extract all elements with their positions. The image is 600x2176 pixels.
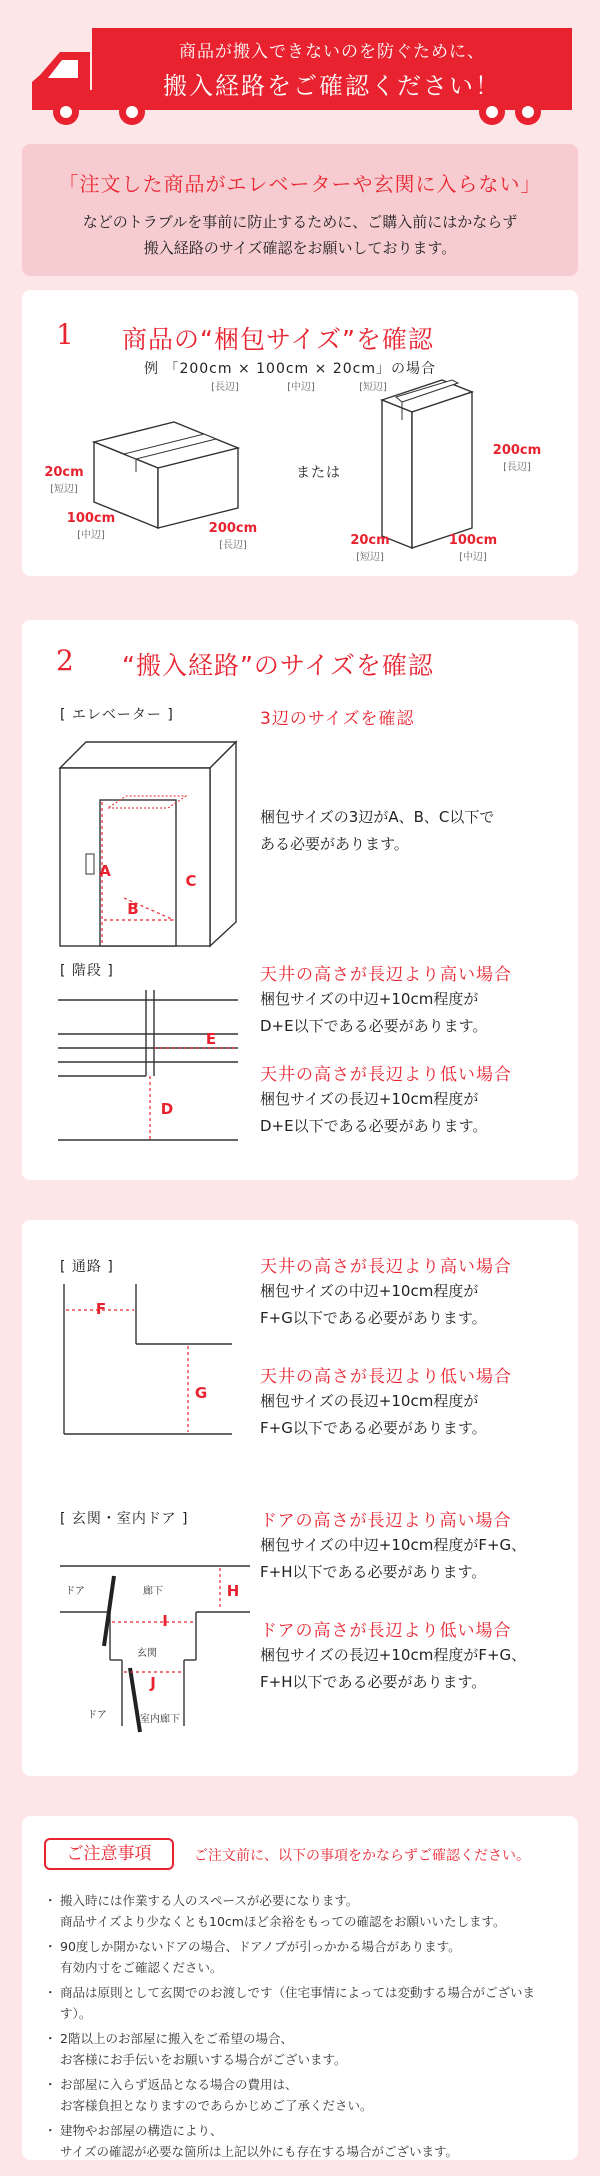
notes-intro: ご注文前に、以下の事項をかならずご確認ください。 [194,1848,530,1864]
note-item [44,1936,564,1978]
warning-box [22,144,578,276]
note-item-4-line1: ・ 2階以上のお部屋に搬入をご希望の場合、 [60,2031,293,2046]
stairs-high-text-line1: 梱包サイズの中辺+10cm程度が [260,990,479,1008]
stairs-low-title: 天井の高さが長辺より低い場合 [260,1065,512,1085]
note-item-6-line2: サイズの確認が必要な箇所は上記以外にも存在する場合がございます。 [60,2144,459,2159]
corridor-high-title: 天井の高さが長辺より高い場合 [260,1257,512,1277]
entrance-low-text [260,1642,526,1696]
tall-mid-value: 100cm [448,533,498,548]
entrance-text-door-top: ドア [65,1586,85,1597]
section1-title: 商品の“梱包サイズ”を確認 [122,325,434,354]
stairs-low-text [260,1086,487,1140]
note-item [44,1982,564,2024]
note-item-3-line1: ・ 商品は原則として玄関でのお渡しです（住宅事情によっては変動する場合がございます）。 [60,1985,536,2021]
note-item [44,2120,564,2162]
entrance-dim-j: J [150,1674,156,1692]
entrance-text-inner-hallway: 室内廊下 [140,1714,180,1725]
corridor-low-text-line2: F+G以下である必要があります。 [260,1419,487,1437]
tall-box-illustration [380,378,500,558]
flat-mid-tag: [中辺] [77,530,105,541]
notes-badge: ご注意事項 [44,1838,174,1870]
entrance-low-text-line1: 梱包サイズの長辺+10cm程度がF+G、 [260,1646,527,1664]
stairs-illustration [58,990,238,1150]
section-package-size [22,290,578,576]
section-corridor-entrance [22,1220,578,1776]
section-route-size [22,620,578,1180]
note-item-1-line2: 商品サイズより少なくとも10cmほど余裕をもっての確認をお願いいたします。 [60,1914,506,1929]
stairs-high-title: 天井の高さが長辺より高い場合 [260,965,512,985]
note-item-1-line1: ・ 搬入時には作業する人のスペースが必要になります。 [60,1893,359,1908]
entrance-text-door-bottom: ドア [87,1710,107,1721]
entrance-low-text-line2: F+H以下である必要があります。 [260,1673,487,1691]
entrance-high-title: ドアの高さが長辺より高い場合 [260,1511,512,1531]
stairs-high-text-line2: D+E以下である必要があります。 [260,1017,488,1035]
elevator-illustration [58,740,238,950]
stairs-label: [ 階段 ] [60,963,114,979]
elevator-dim-c: C [185,872,197,890]
stairs-dim-e: E [205,1030,217,1048]
flat-long-tag: [長辺] [219,540,247,551]
section1-number: 1 [56,318,74,351]
flat-short-tag: [短辺] [50,484,78,495]
example-tag-mid: [中辺] [287,382,315,393]
corridor-dim-g: G [194,1384,208,1402]
elevator-text-line1: 梱包サイズの3辺がA、B、C以下で [260,808,495,826]
entrance-high-text-line1: 梱包サイズの中辺+10cm程度がF+G、 [260,1536,527,1554]
note-item-4-line2: お客様にお手伝いをお願いする場合がございます。 [60,2052,347,2067]
elevator-text-line2: ある必要があります。 [260,835,409,853]
corridor-high-text [260,1278,487,1332]
example-text: 例 「200cm × 100cm × 20cm」の場合 [144,361,436,377]
elevator-text [260,804,494,858]
note-item-5-line2: お客様負担となりますのであらかじめご了承ください。 [60,2098,373,2113]
entrance-dim-i: I [162,1612,168,1630]
stairs-dim-d: D [160,1100,174,1118]
tall-long-tag: [長辺] [503,462,531,473]
corridor-label: [ 通路 ] [60,1259,114,1275]
section2-title: “搬入経路”のサイズを確認 [122,651,434,680]
notes-list [44,1890,564,2166]
note-item-2-line1: ・ 90度しか開かないドアの場合、ドアノブが引っかかる場合があります。 [60,1939,461,1954]
elevator-dim-b: B [127,900,139,918]
tall-long-value: 200cm [492,443,542,458]
stairs-low-text-line1: 梱包サイズの長辺+10cm程度が [260,1090,479,1108]
warning-body-line2: 搬入経路のサイズ確認をお願いしております。 [143,239,457,257]
entrance-text-hallway: 廊下 [143,1586,163,1597]
entrance-text-genkan: 玄関 [137,1648,157,1659]
elevator-dim-a: A [99,862,111,880]
header [0,0,600,130]
tall-short-value: 20cm [350,533,390,548]
or-text: または [296,465,341,481]
corridor-dim-f: F [95,1300,107,1318]
note-item [44,2074,564,2116]
tall-short-tag: [短辺] [356,552,384,563]
corridor-high-text-line2: F+G以下である必要があります。 [260,1309,487,1327]
stairs-low-text-line2: D+E以下である必要があります。 [260,1117,488,1135]
note-item-5-line1: ・ お部屋に入らず返品となる場合の費用は、 [60,2077,298,2092]
flat-mid-value: 100cm [66,511,116,526]
entrance-high-text [260,1532,526,1586]
corridor-high-text-line1: 梱包サイズの中辺+10cm程度が [260,1282,479,1300]
entrance-label: [ 玄関・室内ドア ] [60,1511,189,1527]
corridor-illustration [62,1284,232,1444]
stairs-high-text [260,986,487,1040]
warning-body-line1: などのトラブルを事前に防止するために、ご購入前にはかならず [82,213,518,231]
entrance-low-title: ドアの高さが長辺より低い場合 [260,1621,512,1641]
entrance-dim-h: H [226,1582,240,1600]
flat-short-value: 20cm [44,465,84,480]
header-banner [92,28,572,104]
flat-long-value: 200cm [208,521,258,536]
note-item [44,2028,564,2070]
corridor-low-text-line1: 梱包サイズの長辺+10cm程度が [260,1392,479,1410]
entrance-high-text-line2: F+H以下である必要があります。 [260,1563,487,1581]
note-item [44,1890,564,1932]
elevator-label: [ エレベーター ] [60,707,174,723]
notes-panel [22,1816,578,2160]
note-item-2-line2: 有効内寸をご確認ください。 [60,1960,223,1975]
note-item-6-line1: ・ 建物やお部屋の構造により、 [60,2123,223,2138]
header-line2: 搬入経路をご確認ください！ [163,72,501,100]
header-line1: 商品が搬入できないのを防ぐために、 [179,42,485,62]
section2-number: 2 [56,644,74,677]
warning-headline: 「注文した商品がエレベーターや玄関に入らない」 [58,172,542,196]
corridor-low-text [260,1388,487,1442]
example-tag-long: [長辺] [211,382,239,393]
elevator-title: 3辺のサイズを確認 [260,709,415,729]
corridor-low-title: 天井の高さが長辺より低い場合 [260,1367,512,1387]
tall-mid-tag: [中辺] [459,552,487,563]
example-tag-short: [短辺] [359,382,387,393]
